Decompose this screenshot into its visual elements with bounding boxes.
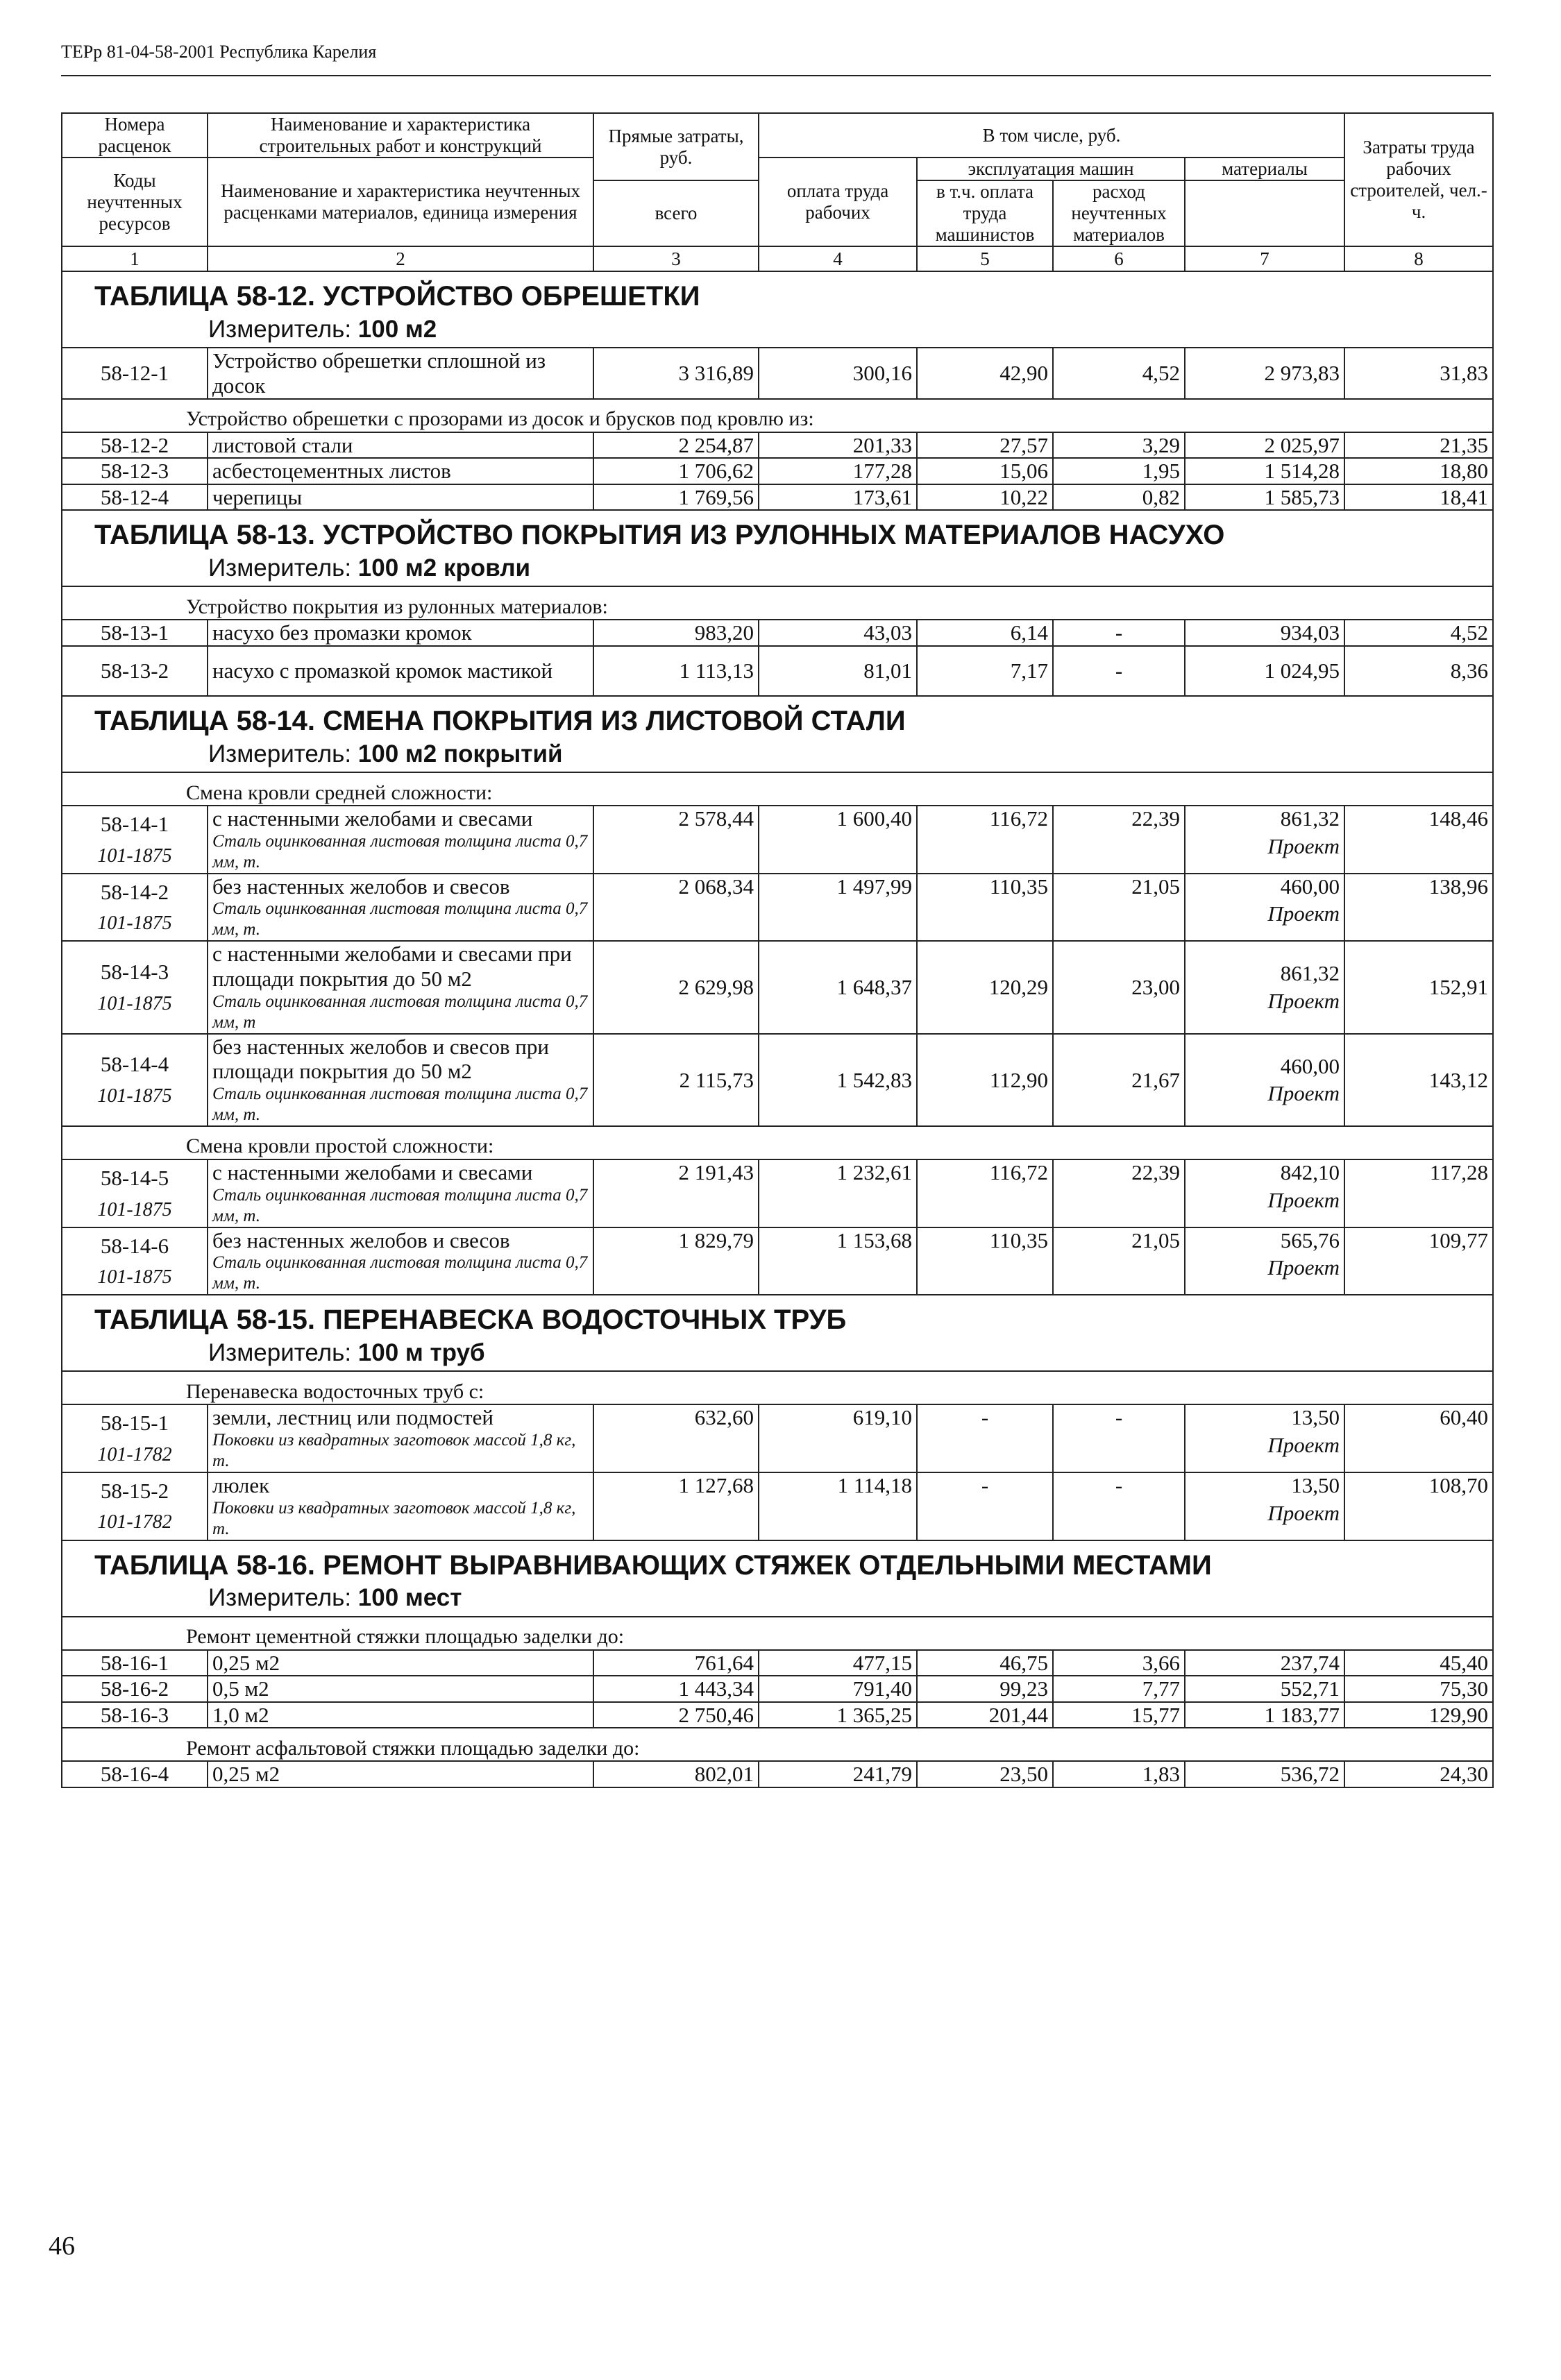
row-machines: 27,57 bbox=[917, 432, 1053, 459]
table-title: ТАБЛИЦА 58-15. ПЕРЕНАВЕСКА ВОДОСТОЧНЫХ ТРУБ bbox=[62, 1295, 1493, 1336]
row-labor: 75,30 bbox=[1344, 1676, 1493, 1702]
row-labor: 24,30 bbox=[1344, 1761, 1493, 1787]
row-direct: 1 113,13 bbox=[593, 646, 759, 696]
table-title: ТАБЛИЦА 58-12. УСТРОЙСТВО ОБРЕШЕТКИ bbox=[62, 271, 1493, 312]
row-materials: 1 183,77 bbox=[1185, 1702, 1344, 1728]
row-materials: 2 973,83 bbox=[1185, 348, 1344, 398]
row-code: 58-16-1 bbox=[62, 1650, 208, 1676]
row-machines: 15,06 bbox=[917, 458, 1053, 484]
row-direct: 2 750,46 bbox=[593, 1702, 759, 1728]
row-code: 58-14-4 101-1875 bbox=[62, 1034, 208, 1126]
table-title: ТАБЛИЦА 58-13. УСТРОЙСТВО ПОКРЫТИЯ ИЗ РУЛОННЫХ МАТЕРИАЛОВ НАСУХО bbox=[62, 510, 1493, 551]
price-table bbox=[61, 112, 1494, 1788]
row-machinist: 1,95 bbox=[1053, 458, 1185, 484]
row-labor: 18,80 bbox=[1344, 458, 1493, 484]
head-material-consumption: расход неучтенных материалов bbox=[1053, 180, 1185, 246]
row-direct: 983,20 bbox=[593, 620, 759, 646]
head-col1-bottom: Коды неучтенных ресурсов bbox=[62, 158, 208, 246]
row-materials: 460,00 Проект bbox=[1185, 874, 1344, 942]
row-machines: 110,35 bbox=[917, 874, 1053, 942]
row-wages: 241,79 bbox=[759, 1761, 917, 1787]
row-labor: 109,77 bbox=[1344, 1227, 1493, 1295]
row-machines: 201,44 bbox=[917, 1702, 1053, 1728]
row-machinist: 3,66 bbox=[1053, 1650, 1185, 1676]
row-name: Устройство обрешетки сплошной из досок bbox=[208, 348, 593, 398]
row-machinist: 7,77 bbox=[1053, 1676, 1185, 1702]
col-num-5: 5 bbox=[917, 246, 1053, 271]
row-labor: 129,90 bbox=[1344, 1702, 1493, 1728]
row-wages: 81,01 bbox=[759, 646, 917, 696]
row-name: без настенных желобов и свесов Сталь оцинкованная листовая толщина листа 0,7 мм, т. bbox=[208, 874, 593, 942]
row-code: 58-12-3 bbox=[62, 458, 208, 484]
row-materials: 13,50 Проект bbox=[1185, 1404, 1344, 1472]
resource-code: 101-1875 bbox=[97, 1266, 172, 1289]
row-code: 58-15-2 101-1782 bbox=[62, 1472, 208, 1540]
group-subtitle: Ремонт асфальтовой стяжки площадью заделки до: bbox=[62, 1728, 1493, 1761]
row-machines: 46,75 bbox=[917, 1650, 1053, 1676]
row-machinist: - bbox=[1053, 620, 1185, 646]
resource-code: 101-1875 bbox=[97, 844, 172, 867]
row-machines: 7,17 bbox=[917, 646, 1053, 696]
row-machines: 112,90 bbox=[917, 1034, 1053, 1126]
row-materials: 1 514,28 bbox=[1185, 458, 1344, 484]
row-labor: 18,41 bbox=[1344, 484, 1493, 511]
row-labor: 117,28 bbox=[1344, 1159, 1493, 1227]
row-materials: 460,00 Проект bbox=[1185, 1034, 1344, 1126]
row-materials: 552,71 bbox=[1185, 1676, 1344, 1702]
resource-code: 101-1875 bbox=[97, 1085, 172, 1107]
row-wages: 177,28 bbox=[759, 458, 917, 484]
row-direct: 1 829,79 bbox=[593, 1227, 759, 1295]
row-direct: 1 769,56 bbox=[593, 484, 759, 511]
resource-code: 101-1875 bbox=[97, 1198, 172, 1221]
row-wages: 791,40 bbox=[759, 1676, 917, 1702]
row-code: 58-15-1 101-1782 bbox=[62, 1404, 208, 1472]
col-num-3: 3 bbox=[593, 246, 759, 271]
row-name: черепицы bbox=[208, 484, 593, 511]
row-machinist: 21,05 bbox=[1053, 874, 1185, 942]
row-materials: 237,74 bbox=[1185, 1650, 1344, 1676]
project-note: Проект bbox=[1267, 833, 1340, 858]
row-labor: 148,46 bbox=[1344, 806, 1493, 874]
row-direct: 2 068,34 bbox=[593, 874, 759, 942]
row-machines: 120,29 bbox=[917, 941, 1053, 1033]
project-note: Проект bbox=[1267, 1500, 1340, 1525]
row-materials: 842,10 Проект bbox=[1185, 1159, 1344, 1227]
row-wages: 300,16 bbox=[759, 348, 917, 398]
row-code: 58-16-3 bbox=[62, 1702, 208, 1728]
table-measure: Измеритель: 100 м труб bbox=[62, 1336, 1493, 1371]
document-header: ТЕРр 81-04-58-2001 Республика Карелия bbox=[61, 42, 377, 62]
head-labor: Затраты труда рабочих строителей, чел.-ч. bbox=[1344, 113, 1493, 246]
row-wages: 477,15 bbox=[759, 1650, 917, 1676]
material-name: Сталь оцинкованная листовая толщина листа 0,7 мм, т. bbox=[212, 831, 588, 872]
header-rule bbox=[61, 75, 1491, 76]
material-name: Сталь оцинкованная листовая толщина листа 0,7 мм, т. bbox=[212, 1253, 588, 1293]
row-materials: 1 024,95 bbox=[1185, 646, 1344, 696]
row-direct: 632,60 bbox=[593, 1404, 759, 1472]
row-name: 0,25 м2 bbox=[208, 1650, 593, 1676]
row-materials: 13,50 Проект bbox=[1185, 1472, 1344, 1540]
material-name: Сталь оцинкованная листовая толщина листа 0,7 мм, т. bbox=[212, 899, 588, 940]
resource-code: 101-1782 bbox=[97, 1511, 172, 1533]
row-direct: 2 578,44 bbox=[593, 806, 759, 874]
table-measure: Измеритель: 100 м2 bbox=[62, 312, 1493, 348]
row-wages: 619,10 bbox=[759, 1404, 917, 1472]
row-machinist: 22,39 bbox=[1053, 1159, 1185, 1227]
row-code: 58-12-2 bbox=[62, 432, 208, 459]
row-wages: 1 648,37 bbox=[759, 941, 917, 1033]
row-name: люлек Поковки из квадратных заготовок массой 1,8 кг, т. bbox=[208, 1472, 593, 1540]
row-materials: 536,72 bbox=[1185, 1761, 1344, 1787]
row-machines: 6,14 bbox=[917, 620, 1053, 646]
row-wages: 1 365,25 bbox=[759, 1702, 917, 1728]
row-direct: 2 115,73 bbox=[593, 1034, 759, 1126]
row-machinist: - bbox=[1053, 1404, 1185, 1472]
project-note: Проект bbox=[1267, 1081, 1340, 1106]
row-machines: 42,90 bbox=[917, 348, 1053, 398]
row-wages: 1 153,68 bbox=[759, 1227, 917, 1295]
row-name: с настенными желобами и свесами Сталь оцинкованная листовая толщина листа 0,7 мм, т. bbox=[208, 806, 593, 874]
row-wages: 43,03 bbox=[759, 620, 917, 646]
material-name: Поковки из квадратных заготовок массой 1,8 кг, т. bbox=[212, 1498, 576, 1538]
head-wages: оплата труда рабочих bbox=[759, 158, 917, 246]
row-name: без настенных желобов и свесов при площади покрытия до 50 м2 Сталь оцинкованная листовая толщина листа 0,7 мм, т. bbox=[208, 1034, 593, 1126]
row-code: 58-14-5 101-1875 bbox=[62, 1159, 208, 1227]
row-wages: 1 114,18 bbox=[759, 1472, 917, 1540]
row-direct: 802,01 bbox=[593, 1761, 759, 1787]
row-name: насухо без промазки кромок bbox=[208, 620, 593, 646]
row-materials: 565,76 Проект bbox=[1185, 1227, 1344, 1295]
row-labor: 138,96 bbox=[1344, 874, 1493, 942]
head-materials: материалы bbox=[1185, 158, 1344, 180]
row-labor: 31,83 bbox=[1344, 348, 1493, 398]
row-name: без настенных желобов и свесов Сталь оцинкованная листовая толщина листа 0,7 мм, т. bbox=[208, 1227, 593, 1295]
group-subtitle: Смена кровли простой сложности: bbox=[62, 1126, 1493, 1159]
resource-code: 101-1875 bbox=[97, 912, 172, 935]
resource-code: 101-1782 bbox=[97, 1443, 172, 1465]
material-name: Сталь оцинкованная листовая толщина листа 0,7 мм, т. bbox=[212, 1084, 588, 1124]
row-name: с настенными желобами и свесами при площади покрытия до 50 м2 Сталь оцинкованная листовая толщина листа 0,7 мм, т bbox=[208, 941, 593, 1033]
material-name: Сталь оцинкованная листовая толщина листа 0,7 мм, т. bbox=[212, 1185, 588, 1225]
row-name: с настенными желобами и свесами Сталь оцинкованная листовая толщина листа 0,7 мм, т. bbox=[208, 1159, 593, 1227]
group-subtitle: Устройство обрешетки с прозорами из досок и брусков под кровлю из: bbox=[62, 399, 1493, 432]
row-materials: 934,03 bbox=[1185, 620, 1344, 646]
row-machines: 10,22 bbox=[917, 484, 1053, 511]
row-code: 58-14-1 101-1875 bbox=[62, 806, 208, 874]
project-note: Проект bbox=[1267, 1432, 1340, 1457]
group-subtitle: Перенавеска водосточных труб с: bbox=[62, 1371, 1493, 1404]
row-materials: 2 025,97 bbox=[1185, 432, 1344, 459]
head-direct-costs: Прямые затраты, руб. bbox=[593, 113, 759, 180]
group-subtitle: Устройство покрытия из рулонных материалов: bbox=[62, 586, 1493, 620]
row-machinist: 4,52 bbox=[1053, 348, 1185, 398]
row-code: 58-13-2 bbox=[62, 646, 208, 696]
row-machinist: 21,67 bbox=[1053, 1034, 1185, 1126]
row-name: 1,0 м2 bbox=[208, 1702, 593, 1728]
col-num-7: 7 bbox=[1185, 246, 1344, 271]
row-machinist: 23,00 bbox=[1053, 941, 1185, 1033]
row-machinist: - bbox=[1053, 646, 1185, 696]
row-machinist: 21,05 bbox=[1053, 1227, 1185, 1295]
row-direct: 3 316,89 bbox=[593, 348, 759, 398]
head-machines-total: всего bbox=[593, 180, 759, 246]
project-note: Проект bbox=[1267, 901, 1340, 926]
group-subtitle: Ремонт цементной стяжки площадью заделки до: bbox=[62, 1617, 1493, 1650]
row-code: 58-16-4 bbox=[62, 1761, 208, 1787]
row-code: 58-14-6 101-1875 bbox=[62, 1227, 208, 1295]
col-num-8: 8 bbox=[1344, 246, 1493, 271]
row-code: 58-16-2 bbox=[62, 1676, 208, 1702]
head-col2-bottom: Наименование и характеристика неучтенных расценками материалов, единица измерения bbox=[208, 158, 593, 246]
row-wages: 201,33 bbox=[759, 432, 917, 459]
row-code: 58-14-3 101-1875 bbox=[62, 941, 208, 1033]
row-labor: 21,35 bbox=[1344, 432, 1493, 459]
project-note: Проект bbox=[1267, 1255, 1340, 1280]
table-title: ТАБЛИЦА 58-16. РЕМОНТ ВЫРАВНИВАЮЩИХ СТЯЖЕК ОТДЕЛЬНЫМИ МЕСТАМИ bbox=[62, 1540, 1493, 1581]
row-materials: 861,32 Проект bbox=[1185, 941, 1344, 1033]
head-machines: эксплуатация машин bbox=[917, 158, 1185, 180]
row-labor: 143,12 bbox=[1344, 1034, 1493, 1126]
head-col2-top: Наименование и характеристика строительных работ и конструкций bbox=[208, 113, 593, 158]
table-title: ТАБЛИЦА 58-14. СМЕНА ПОКРЫТИЯ ИЗ ЛИСТОВОЙ СТАЛИ bbox=[62, 696, 1493, 737]
row-direct: 2 254,87 bbox=[593, 432, 759, 459]
head-col1-top: Номера расценок bbox=[62, 113, 208, 158]
row-machinist: 3,29 bbox=[1053, 432, 1185, 459]
row-name: 0,5 м2 bbox=[208, 1676, 593, 1702]
project-note: Проект bbox=[1267, 989, 1340, 1014]
row-machinist: 15,77 bbox=[1053, 1702, 1185, 1728]
row-wages: 1 232,61 bbox=[759, 1159, 917, 1227]
row-code: 58-13-1 bbox=[62, 620, 208, 646]
row-machinist: 0,82 bbox=[1053, 484, 1185, 511]
table-measure: Измеритель: 100 мест bbox=[62, 1581, 1493, 1617]
head-machinist-wages: в т.ч. оплата труда машинистов bbox=[917, 180, 1053, 246]
col-num-6: 6 bbox=[1053, 246, 1185, 271]
row-labor: 45,40 bbox=[1344, 1650, 1493, 1676]
row-labor: 60,40 bbox=[1344, 1404, 1493, 1472]
material-name: Сталь оцинкованная листовая толщина листа 0,7 мм, т bbox=[212, 992, 588, 1032]
head-including: В том числе, руб. bbox=[759, 113, 1344, 158]
table-measure: Измеритель: 100 м2 кровли bbox=[62, 551, 1493, 586]
row-wages: 1 497,99 bbox=[759, 874, 917, 942]
row-labor: 152,91 bbox=[1344, 941, 1493, 1033]
row-name: 0,25 м2 bbox=[208, 1761, 593, 1787]
row-wages: 1 600,40 bbox=[759, 806, 917, 874]
row-labor: 4,52 bbox=[1344, 620, 1493, 646]
row-code: 58-12-1 bbox=[62, 348, 208, 398]
row-machines: 110,35 bbox=[917, 1227, 1053, 1295]
group-subtitle: Смена кровли средней сложности: bbox=[62, 772, 1493, 806]
row-wages: 173,61 bbox=[759, 484, 917, 511]
project-note: Проект bbox=[1267, 1187, 1340, 1212]
row-name: асбестоцементных листов bbox=[208, 458, 593, 484]
row-machinist: - bbox=[1053, 1472, 1185, 1540]
row-labor: 8,36 bbox=[1344, 646, 1493, 696]
row-direct: 2 191,43 bbox=[593, 1159, 759, 1227]
row-name: листовой стали bbox=[208, 432, 593, 459]
row-materials: 1 585,73 bbox=[1185, 484, 1344, 511]
page-number: 46 bbox=[49, 2232, 75, 2261]
material-name: Поковки из квадратных заготовок массой 1,8 кг, т. bbox=[212, 1430, 576, 1470]
row-machines: 99,23 bbox=[917, 1676, 1053, 1702]
resource-code: 101-1875 bbox=[97, 992, 172, 1014]
row-machines: 116,72 bbox=[917, 806, 1053, 874]
row-direct: 1 706,62 bbox=[593, 458, 759, 484]
col-num-1: 1 bbox=[62, 246, 208, 271]
col-num-4: 4 bbox=[759, 246, 917, 271]
row-materials: 861,32 Проект bbox=[1185, 806, 1344, 874]
row-wages: 1 542,83 bbox=[759, 1034, 917, 1126]
row-code: 58-12-4 bbox=[62, 484, 208, 511]
row-direct: 761,64 bbox=[593, 1650, 759, 1676]
row-machines: 116,72 bbox=[917, 1159, 1053, 1227]
row-machinist: 22,39 bbox=[1053, 806, 1185, 874]
row-code: 58-14-2 101-1875 bbox=[62, 874, 208, 942]
row-direct: 2 629,98 bbox=[593, 941, 759, 1033]
row-machinist: 1,83 bbox=[1053, 1761, 1185, 1787]
row-machines: - bbox=[917, 1472, 1053, 1540]
row-machines: 23,50 bbox=[917, 1761, 1053, 1787]
table-measure: Измеритель: 100 м2 покрытий bbox=[62, 737, 1493, 772]
row-labor: 108,70 bbox=[1344, 1472, 1493, 1540]
row-name: насухо с промазкой кромок мастикой bbox=[208, 646, 593, 696]
row-name: земли, лестниц или подмостей Поковки из квадратных заготовок массой 1,8 кг, т. bbox=[208, 1404, 593, 1472]
row-direct: 1 443,34 bbox=[593, 1676, 759, 1702]
row-direct: 1 127,68 bbox=[593, 1472, 759, 1540]
row-machines: - bbox=[917, 1404, 1053, 1472]
col-num-2: 2 bbox=[208, 246, 593, 271]
